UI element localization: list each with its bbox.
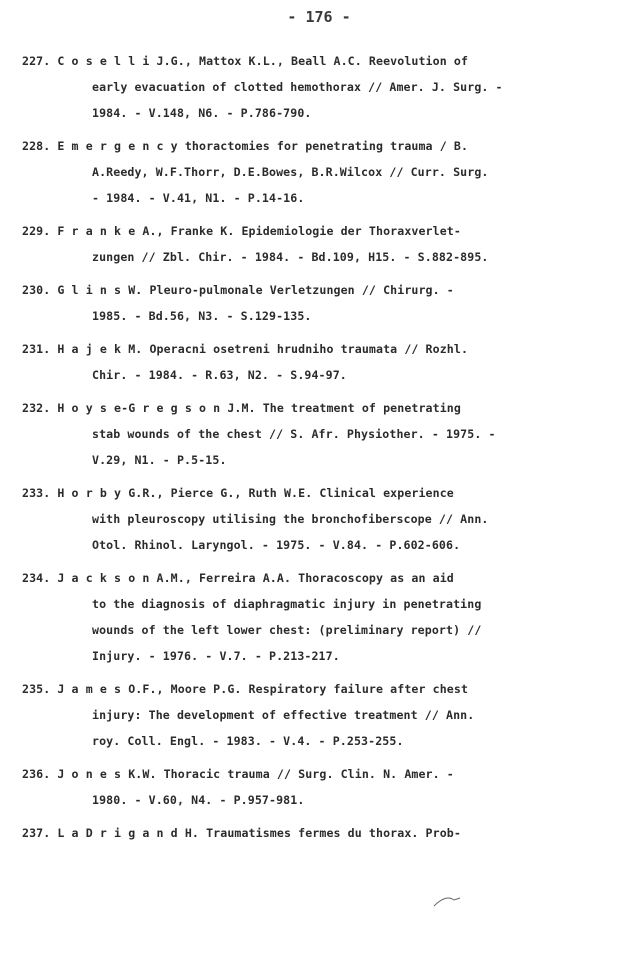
entry-first-line: 236. J o n e s K.W. Thoracic trauma // Surg. Clin. N. Amer. - <box>22 767 454 781</box>
bibliography-entry <box>22 395 622 473</box>
entry-first-line: 234. J a c k s o n A.M., Ferreira A.A. Thoracoscopy as an aid <box>22 571 454 585</box>
entry-continuation-line: Chir. - 1984. - R.63, N2. - S.94-97. <box>92 368 347 382</box>
entry-first-line: 228. E m e r g e n c y thoractomies for penetrating trauma / B. <box>22 139 469 153</box>
bibliography-entry <box>22 133 622 211</box>
entry-first-line: 232. H o y s e-G r e g s o n J.M. The treatment of penetrating <box>22 401 461 415</box>
entry-continuation-line: injury: The development of effective treatment // Ann. <box>92 708 475 722</box>
bibliography-entry <box>22 820 622 846</box>
entry-continuation-line: 1984. - V.148, N6. - P.786-790. <box>92 106 312 120</box>
entry-continuation-line: 1985. - Bd.56, N3. - S.129-135. <box>92 309 312 323</box>
pen-mark <box>432 890 462 910</box>
entry-continuation-line: V.29, N1. - P.5-15. <box>92 453 227 467</box>
bibliography-entry <box>22 277 622 329</box>
bibliography-entry <box>22 336 622 388</box>
bibliography-entry <box>22 48 622 126</box>
bibliography-entry <box>22 565 622 669</box>
entry-first-line: 237. L a D r i g a n d H. Traumatismes fermes du thorax. Prob- <box>22 826 461 840</box>
entry-continuation-line: 1980. - V.60, N4. - P.957-981. <box>92 793 305 807</box>
entry-continuation-line: stab wounds of the chest // S. Afr. Physiother. - 1975. - <box>92 427 496 441</box>
entry-continuation-line: early evacuation of clotted hemothorax // Amer. J. Surg. - <box>92 80 503 94</box>
entry-first-line: 231. H a j e k M. Operacni osetreni hrudniho traumata // Rozhl. <box>22 342 469 356</box>
bibliography-list <box>22 48 622 853</box>
entry-continuation-line: Injury. - 1976. - V.7. - P.213-217. <box>92 649 340 663</box>
page-number: - 176 - <box>287 8 351 26</box>
entry-continuation-line: with pleuroscopy utilising the bronchofiberscope // Ann. <box>92 512 489 526</box>
entry-continuation-line: roy. Coll. Engl. - 1983. - V.4. - P.253-255. <box>92 734 404 748</box>
bibliography-entry <box>22 676 622 754</box>
entry-first-line: 235. J a m e s O.F., Moore P.G. Respiratory failure after chest <box>22 682 469 696</box>
entry-continuation-line: A.Reedy, W.F.Thorr, D.E.Bowes, B.R.Wilcox // Curr. Surg. <box>92 165 489 179</box>
entry-first-line: 230. G l i n s W. Pleuro-pulmonale Verletzungen // Chirurg. - <box>22 283 454 297</box>
bibliography-entry <box>22 218 622 270</box>
entry-continuation-line: - 1984. - V.41, N1. - P.14-16. <box>92 191 305 205</box>
entry-first-line: 229. F r a n k e A., Franke K. Epidemiologie der Thoraxverlet- <box>22 224 461 238</box>
entry-first-line: 233. H o r b y G.R., Pierce G., Ruth W.E. Clinical experience <box>22 486 454 500</box>
entry-continuation-line: Otol. Rhinol. Laryngol. - 1975. - V.84. - P.602-606. <box>92 538 461 552</box>
entry-first-line: 227. C o s e l l i J.G., Mattox K.L., Beall A.C. Reevolution of <box>22 54 469 68</box>
entry-continuation-line: wounds of the left lower chest: (preliminary report) // <box>92 623 482 637</box>
entry-continuation-line: zungen // Zbl. Chir. - 1984. - Bd.109, H15. - S.882-895. <box>92 250 489 264</box>
bibliography-entry <box>22 480 622 558</box>
entry-continuation-line: to the diagnosis of diaphragmatic injury in penetrating <box>92 597 482 611</box>
bibliography-entry <box>22 761 622 813</box>
